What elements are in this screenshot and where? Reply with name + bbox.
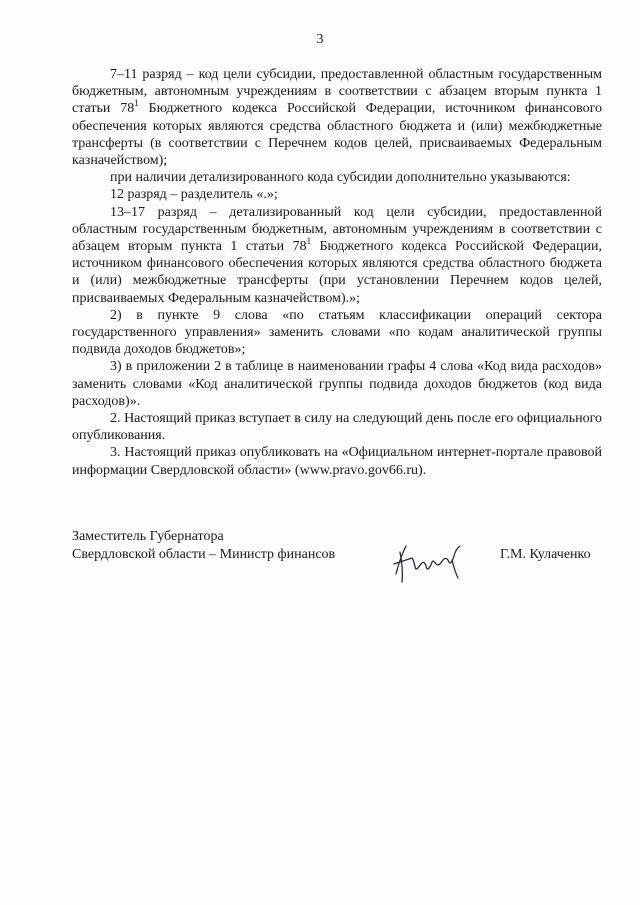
signatory-title	[72, 528, 335, 564]
document-body	[72, 66, 602, 479]
paragraph-digits-13-17: 13–17 разряд – детализированный код цели субсидии, предоставленной областным государственным бюджетным, автономным учреждениям в соответствии с абзацем вторым пункта 1 статьи $78^1$ Бюджетного кодекса Российской Федерации, источником финансового обеспечения которых являются средства областного бюджета и (или) межбюджетные трансферты (при установлении Перечнем кодов целей, присваиваемых Федеральным казначейством).»;	[72, 204, 602, 306]
superscript: 1	[306, 236, 312, 247]
handwritten-signature	[390, 538, 466, 586]
paragraph-item-3: 3) в приложении 2 в таблице в наименовании графы 4 слова «Код вида расходов» заменить словами «Код аналитической группы подвида доходов бюджетов (код вида расходов)».	[72, 359, 602, 409]
superscript: 1	[134, 98, 139, 109]
paragraph-digit-12: 12 разряд – разделитель «.»;	[110, 187, 278, 203]
signatory-title-line-2: Свердловской области – Министр финансов	[72, 547, 336, 562]
signatory-name: Г.М. Кулаченко	[500, 547, 591, 562]
paragraph-detailed-code-intro: при наличии детализированного кода субсидии дополнительно указываются:	[110, 170, 571, 186]
signature-block	[72, 528, 602, 588]
paragraph-effective-date: 2. Настоящий приказ вступает в силу на следующий день после его официального опубликования.	[72, 411, 602, 444]
paragraph-publication: 3. Настоящий приказ опубликовать на «Официальном интернет-портале правовой информации Свердловской области» (www.pravo.gov66.ru).	[72, 445, 602, 478]
page-number: 3	[316, 32, 324, 47]
paragraph-digits-7-11: 7–11 разряд – код цели субсидии, предоставленной областным государственным бюджетным, автономным учреждениям в соответствии с абзацем вторым пункта 1 статьи $78^1$ Бюджетного кодекса Российской Федерации, источником финансового обеспечения которых являются средства областного бюджета и (или) межбюджетные трансферты (в соответствии с Перечнем кодов целей, присваиваемых Федеральным казначейством);	[72, 67, 602, 169]
paragraph-item-2: 2) в пункте 9 слова «по статьям классификации операций сектора государственного управления» заменить словами «по кодам аналитической группы подвида доходов бюджетов»;	[72, 307, 602, 358]
signatory-title-line-1: Заместитель Губернатора	[72, 529, 224, 544]
